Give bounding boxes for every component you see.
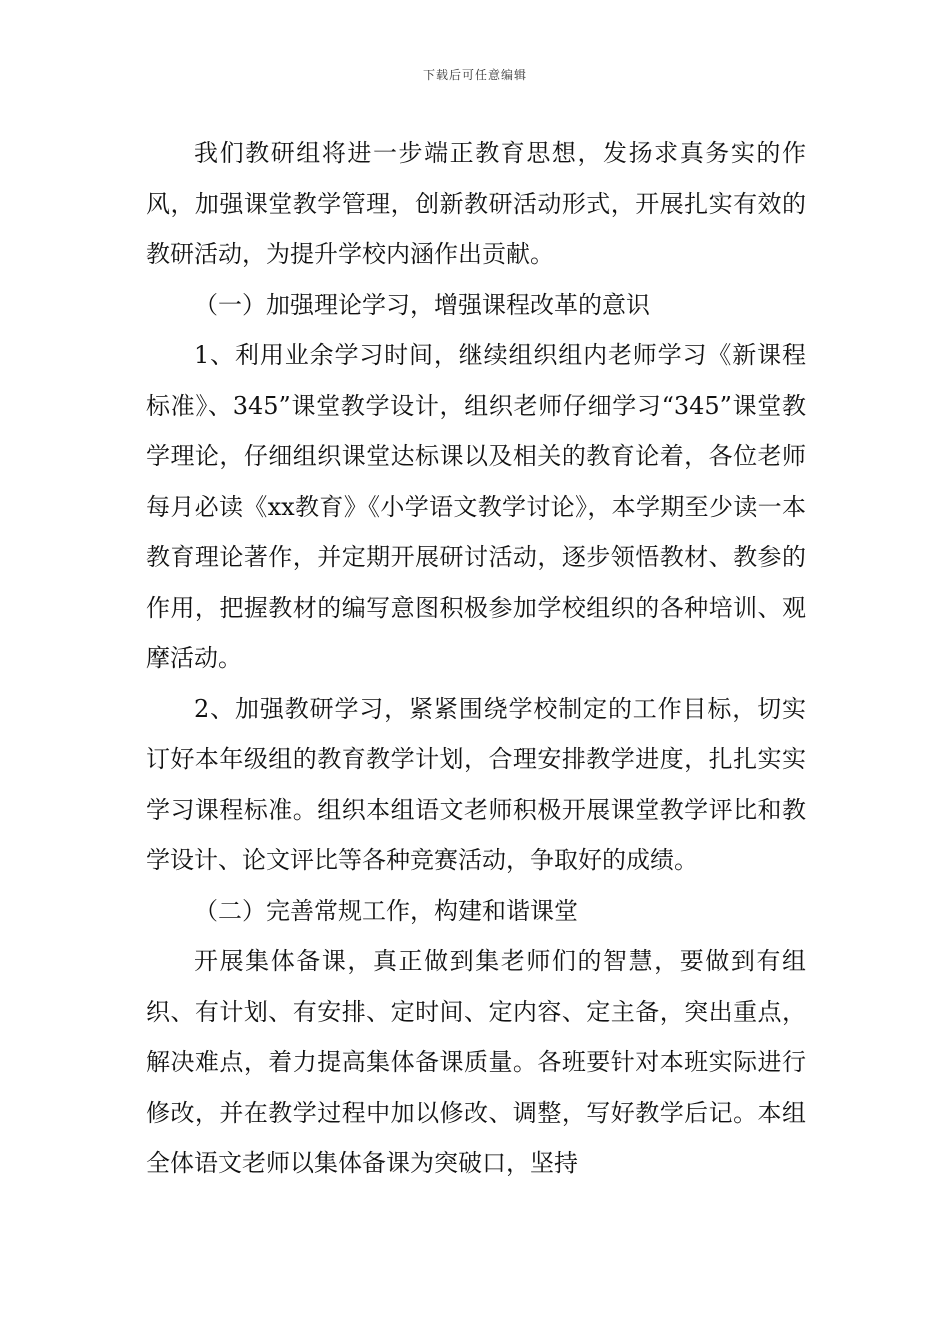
document-body [146, 128, 806, 1189]
paragraph-item-1: 1、利用业余学习时间，继续组织组内老师学习《新课程标准》、345”课堂教学设计，组织老师仔细学习“345”课堂教学理论，仔细组织课堂达标课以及相关的教育论着，各位老师每月必读《xx教育》《小学语文教学讨论》，本学期至少读一本教育理论著作，并定期开展研讨活动，逐步领悟教材、教参的作用，把握教材的编写意图积极参加学校组织的各种培训、观摩活动。 [146, 341, 806, 672]
section-heading-1: （一）加强理论学习，增强课程改革的意识 [194, 290, 650, 319]
paragraph-item-2: 2、加强教研学习，紧紧围绕学校制定的工作目标，切实订好本年级组的教育教学计划，合理安排教学进度，扎扎实实学习课程标准。组织本组语文老师积极开展课堂教学评比和教学设计、论文评比等各种竞赛活动，争取好的成绩。 [146, 694, 806, 874]
paragraph-intro: 我们教研组将进一步端正教育思想，发扬求真务实的作风，加强课堂教学管理，创新教研活动形式，开展扎实有效的教研活动，为提升学校内涵作出贡献。 [146, 139, 806, 268]
section-heading-2: （二）完善常规工作，构建和谐课堂 [194, 896, 578, 925]
header-note: 下载后可任意编辑 [422, 68, 527, 82]
paragraph-lesson-prep: 开展集体备课，真正做到集老师们的智慧，要做到有组织、有计划、有安排、定时间、定内容、定主备，突出重点，解决难点，着力提高集体备课质量。各班要针对本班实际进行修改，并在教学过程中加以修改、调整，写好教学后记。本组全体语文老师以集体备课为突破口，坚持 [146, 947, 806, 1177]
